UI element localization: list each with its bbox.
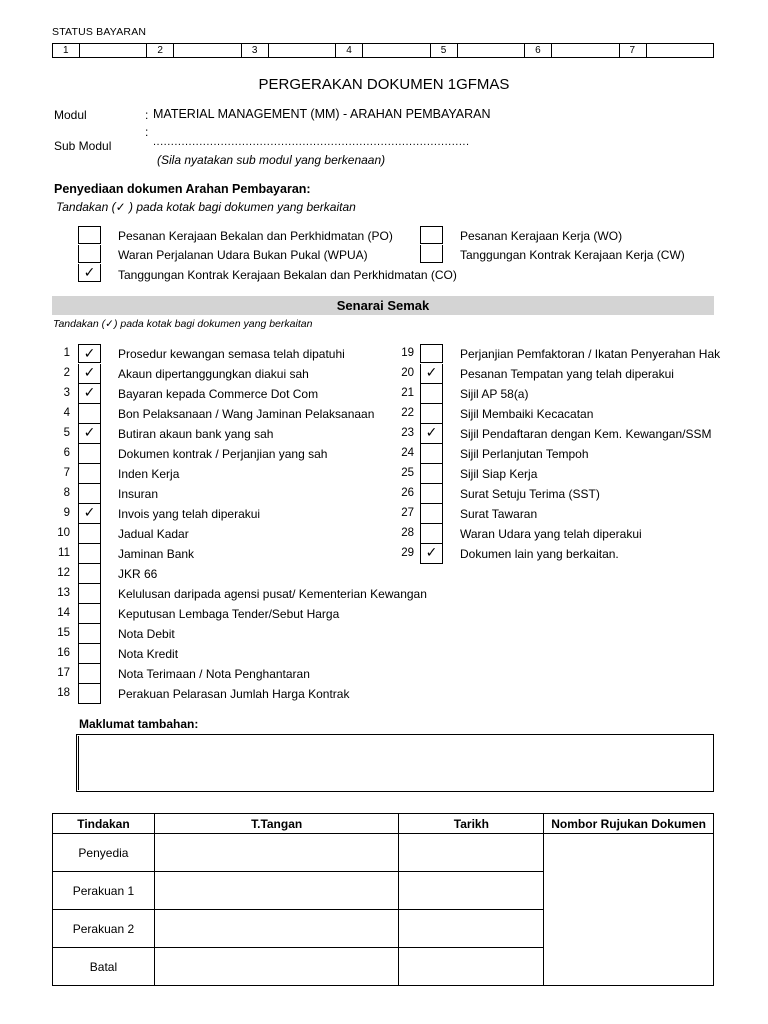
provision-label-cw: Tanggungan Kontrak Kerajaan Kerja (CW) xyxy=(460,248,685,262)
checklist-checkbox[interactable] xyxy=(420,524,443,544)
checklist-number: 10 xyxy=(57,527,70,539)
checklist-checkbox[interactable]: ✓ xyxy=(78,424,101,444)
page-title: PERGERAKAN DOKUMEN 1GFMAS xyxy=(258,76,510,93)
checklist-number: 1 xyxy=(63,347,70,359)
checklist-checkbox[interactable] xyxy=(78,624,101,644)
checklist-checkbox[interactable] xyxy=(420,444,443,464)
checklist-item-label: Akaun dipertanggungkan diakui sah xyxy=(118,367,309,381)
checklist-checkbox[interactable]: ✓ xyxy=(78,504,101,524)
action-table xyxy=(52,813,714,986)
signature-cell[interactable] xyxy=(154,872,399,910)
checklist-checkbox[interactable]: ✓ xyxy=(420,544,443,564)
checklist-checkbox[interactable] xyxy=(78,524,101,544)
checklist-item-label: Jadual Kadar xyxy=(118,527,189,541)
row-label-penyedia: Penyedia xyxy=(53,834,155,872)
provision-label-co: Tanggungan Kontrak Kerajaan Bekalan dan Perkhidmatan (CO) xyxy=(118,268,457,282)
status-cell-number: 1 xyxy=(63,45,69,56)
checklist-item-label: Dokumen lain yang berkaitan. xyxy=(460,547,619,561)
date-cell[interactable] xyxy=(399,948,544,986)
header-nombor-rujukan: Nombor Rujukan Dokumen xyxy=(544,814,714,834)
checklist-number: 16 xyxy=(57,647,70,659)
signature-cell[interactable] xyxy=(154,834,399,872)
checklist-number: 20 xyxy=(401,367,414,379)
checklist-checkbox[interactable]: ✓ xyxy=(420,424,443,444)
checklist-checkbox[interactable] xyxy=(78,664,101,684)
status-cell[interactable] xyxy=(620,44,713,57)
checklist-checkbox[interactable] xyxy=(78,644,101,664)
checklist-number: 14 xyxy=(57,607,70,619)
checklist-item-label: Bon Pelaksanaan / Wang Jaminan Pelaksanaan xyxy=(118,407,375,421)
submodul-input[interactable]: ......................................................................................... xyxy=(153,136,470,148)
checklist-item-label: Insuran xyxy=(118,487,159,501)
checklist-item-label: Sijil Siap Kerja xyxy=(460,467,538,481)
checklist-number: 29 xyxy=(401,547,414,559)
status-cell[interactable] xyxy=(147,44,241,57)
status-cell[interactable] xyxy=(525,44,619,57)
modul-value: MATERIAL MANAGEMENT (MM) - ARAHAN PEMBAYARAN xyxy=(153,107,491,121)
checklist-item-label: Waran Udara yang telah diperakui xyxy=(460,527,642,541)
modul-label: Modul xyxy=(54,108,87,122)
checklist-item-label: Nota Terimaan / Nota Penghantaran xyxy=(118,667,310,681)
row-label-perakuan-1: Perakuan 1 xyxy=(53,872,155,910)
checklist-number: 7 xyxy=(63,467,70,479)
checklist-item-label: JKR 66 xyxy=(118,567,158,581)
date-cell[interactable] xyxy=(399,910,544,948)
provision-label-wpua: Waran Perjalanan Udara Bukan Pukal (WPUA) xyxy=(118,248,368,262)
checklist-checkbox[interactable]: ✓ xyxy=(78,384,101,404)
checklist-item-label: Kelulusan daripada agensi pusat/ Kementerian Kewangan xyxy=(118,587,427,601)
status-cell[interactable] xyxy=(53,44,147,57)
checklist-checkbox[interactable] xyxy=(78,544,101,564)
checklist-number: 25 xyxy=(401,467,414,479)
checklist-item-label: Sijil AP 58(a) xyxy=(460,387,529,401)
extra-info-box[interactable] xyxy=(76,734,714,792)
checklist-number: 22 xyxy=(401,407,414,419)
provision-label-wo: Pesanan Kerajaan Kerja (WO) xyxy=(460,229,623,243)
checklist-number: 26 xyxy=(401,487,414,499)
checklist-number: 6 xyxy=(63,447,70,459)
checklist-number: 2 xyxy=(63,367,70,379)
row-label-batal: Batal xyxy=(53,948,155,986)
checklist-item-label: Inden Kerja xyxy=(118,467,180,481)
status-cell[interactable] xyxy=(336,44,430,57)
checklist-number: 15 xyxy=(57,627,70,639)
checklist-number: 13 xyxy=(57,587,70,599)
status-cell-number: 5 xyxy=(440,45,447,56)
checklist-checkbox[interactable] xyxy=(78,564,101,584)
checklist-item-label: Sijil Pendaftaran dengan Kem. Kewangan/SSM xyxy=(460,427,712,441)
checkbox-cw[interactable] xyxy=(420,245,443,263)
checklist-item-label: Sijil Perlanjutan Tempoh xyxy=(460,447,589,461)
signature-cell[interactable] xyxy=(154,948,399,986)
checklist-number: 5 xyxy=(63,427,70,439)
provision-label-po: Pesanan Kerajaan Bekalan dan Perkhidmatan (PO) xyxy=(118,229,393,243)
date-cell[interactable] xyxy=(399,834,544,872)
status-cell-number: 3 xyxy=(251,45,258,56)
status-table xyxy=(52,43,714,58)
checklist-number: 18 xyxy=(57,687,70,699)
checkbox-wpua[interactable] xyxy=(78,245,101,263)
checklist-checkbox[interactable] xyxy=(420,484,443,504)
status-cell[interactable] xyxy=(242,44,336,57)
provision-heading: Penyediaan dokumen Arahan Pembayaran: xyxy=(54,182,311,196)
checklist-checkbox[interactable] xyxy=(78,444,101,464)
checkbox-co[interactable]: ✓ xyxy=(78,264,101,282)
checklist-banner: Senarai Semak xyxy=(52,296,714,315)
modul-colon: : xyxy=(145,108,149,122)
checklist-number: 12 xyxy=(57,567,70,579)
checklist-number: 28 xyxy=(401,527,414,539)
checklist-item-label: Keputusan Lembaga Tender/Sebut Harga xyxy=(118,607,340,621)
header-tandatangan: T.Tangan xyxy=(154,814,399,834)
submodul-note: (Sila nyatakan sub modul yang berkenaan) xyxy=(157,153,386,167)
provision-instruction: Tandakan (✓ ) pada kotak bagi dokumen yang berkaitan xyxy=(56,200,356,214)
checklist-number: 24 xyxy=(401,447,414,459)
checklist-item-label: Butiran akaun bank yang sah xyxy=(118,427,274,441)
checklist-item-label: Sijil Membaiki Kecacatan xyxy=(460,407,594,421)
checklist-instruction: Tandakan (✓) pada kotak bagi dokumen yang berkaitan xyxy=(53,318,313,330)
checkbox-wo[interactable] xyxy=(420,226,443,244)
checklist-item-label: Bayaran kepada Commerce Dot Com xyxy=(118,387,319,401)
status-cell[interactable] xyxy=(431,44,525,57)
checklist-item-label: Nota Debit xyxy=(118,627,175,641)
date-cell[interactable] xyxy=(399,872,544,910)
checklist-item-label: Nota Kredit xyxy=(118,647,179,661)
checklist-checkbox[interactable] xyxy=(420,384,443,404)
checklist-number: 11 xyxy=(58,547,70,559)
checklist-number: 19 xyxy=(401,347,414,359)
submodul-label: Sub Modul xyxy=(54,139,112,153)
checklist-item-label: Dokumen kontrak / Perjanjian yang sah xyxy=(118,447,328,461)
checklist-checkbox[interactable]: ✓ xyxy=(78,344,101,363)
checklist-checkbox[interactable] xyxy=(78,464,101,484)
row-label-perakuan-2: Perakuan 2 xyxy=(53,910,155,948)
checklist-item-label: Pesanan Tempatan yang telah diperakui xyxy=(460,367,674,381)
checklist-item-label: Perakuan Pelarasan Jumlah Harga Kontrak xyxy=(118,687,350,701)
status-cell-number: 7 xyxy=(629,45,636,56)
checklist-checkbox[interactable] xyxy=(420,404,443,424)
checklist-checkbox[interactable]: ✓ xyxy=(420,364,443,384)
checklist-item-label: Jaminan Bank xyxy=(118,547,195,561)
checklist-checkbox[interactable] xyxy=(78,404,101,424)
status-cell-number: 2 xyxy=(157,45,163,56)
status-cell-number: 4 xyxy=(346,45,352,56)
checklist-checkbox[interactable] xyxy=(78,584,101,604)
checklist-number: 27 xyxy=(401,507,414,519)
checklist-number: 17 xyxy=(57,667,70,679)
signature-cell[interactable] xyxy=(154,910,399,948)
checklist-checkbox[interactable] xyxy=(78,604,101,624)
checklist-number: 4 xyxy=(63,407,70,419)
extra-info-label: Maklumat tambahan: xyxy=(79,717,199,731)
header-tarikh: Tarikh xyxy=(399,814,544,834)
reference-cell[interactable] xyxy=(544,834,714,986)
checklist-item-label: Surat Tawaran xyxy=(460,507,538,521)
submodul-colon: : xyxy=(145,125,149,139)
checklist-checkbox[interactable] xyxy=(420,504,443,524)
checklist-item-label: Invois yang telah diperakui xyxy=(118,507,261,521)
checklist-number: 21 xyxy=(401,387,414,399)
status-label: STATUS BAYARAN xyxy=(52,26,147,38)
checklist-item-label: Surat Setuju Terima (SST) xyxy=(460,487,600,501)
checklist-checkbox[interactable] xyxy=(78,484,101,504)
header-tindakan: Tindakan xyxy=(53,814,155,834)
checklist-checkbox[interactable] xyxy=(420,464,443,484)
checklist-checkbox[interactable]: ✓ xyxy=(78,364,101,384)
checklist-number: 8 xyxy=(63,487,70,499)
status-cell-number: 6 xyxy=(535,45,541,56)
checklist-item-label: Prosedur kewangan semasa telah dipatuhi xyxy=(118,347,345,361)
checklist-checkbox[interactable] xyxy=(420,344,443,363)
checklist-item-label: Perjanjian Pemfaktoran / Ikatan Penyerahan Hak xyxy=(460,347,721,361)
checkbox-po[interactable] xyxy=(78,226,101,244)
checklist-number: 3 xyxy=(63,387,70,399)
checklist-checkbox[interactable] xyxy=(78,684,101,704)
checklist-number: 9 xyxy=(63,507,70,519)
checklist-number: 23 xyxy=(401,427,414,439)
